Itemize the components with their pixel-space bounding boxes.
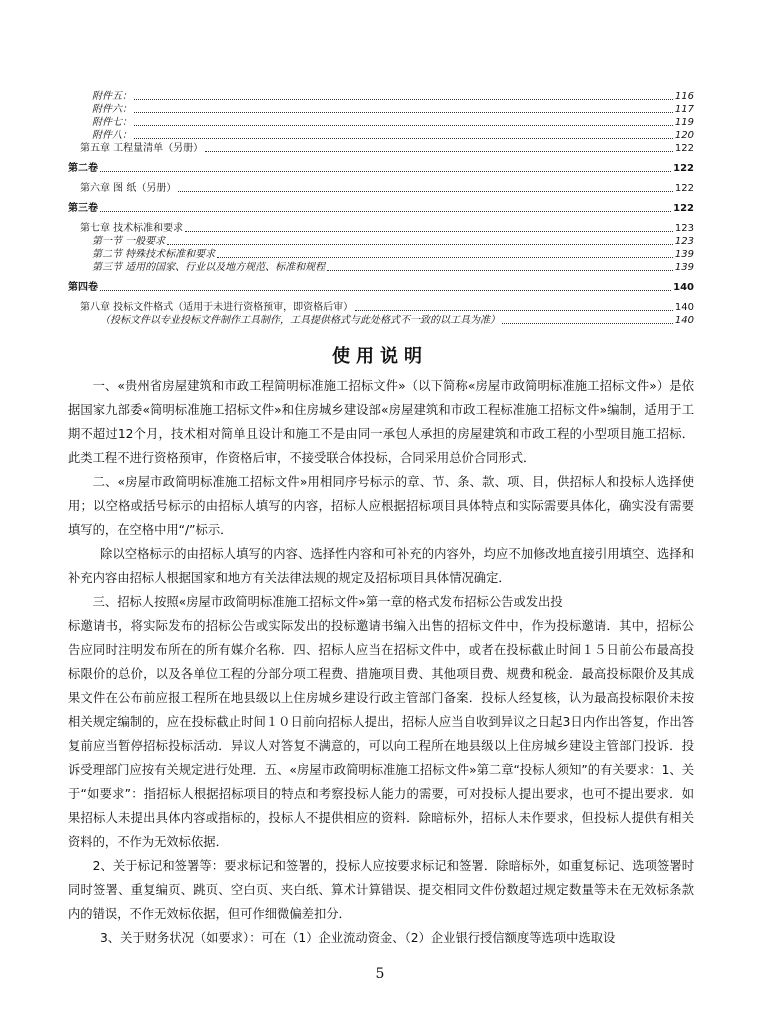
toc-dot-leader [134, 137, 673, 139]
toc-dot-leader [100, 210, 671, 212]
toc-entry[interactable] [68, 182, 694, 195]
toc-entry[interactable] [68, 248, 694, 261]
toc-entry-title: 第二节 特殊技术标准和要求 [92, 249, 216, 260]
toc-entry-page: 140 [674, 302, 694, 313]
toc-entry[interactable] [68, 281, 694, 294]
toc-entry-page: 122 [673, 203, 694, 214]
page-number: 5 [375, 966, 385, 982]
toc-entry-title: 第三节 适用的国家、行业以及地方规范、标准和规程 [92, 262, 326, 273]
toc-entry[interactable] [68, 235, 694, 248]
toc-entry-page: 122 [673, 163, 694, 174]
toc-dot-leader [502, 322, 673, 324]
toc-dot-leader [217, 256, 673, 258]
body-paragraph: 一、«贵州省房屋建筑和市政工程简明标准施工招标文件»（以下简称«房屋市政简明标准施工招标文件»）是依据国家九部委«简明标准施工招标文件»和住房城乡建设部«房屋建筑和市政工程标准施工招标文件»编制，适用于工期不超过12个月，技术相对简单且设计和施工不是由同一承包人承担的房屋建筑和市政工程的小型项目施工招标．此类工程不进行资格预审，作资格后审，不接受联合体投标，合同采用总价合同形式． [68, 379, 694, 465]
body-paragraph: 3、关于财务状况（如要求）：可在（1）企业流动资金、（2）企业银行授信额度等选项中选取设 [99, 931, 616, 945]
toc-entry-title: 第七章 技术标准和要求 [80, 223, 184, 234]
toc-entry-page: 139 [674, 249, 694, 260]
toc-entry[interactable] [68, 261, 694, 274]
body-paragraph: 除以空格标示的由招标人填写的内容、选择性内容和可补充的内容外，均应不加修改地直接引用填空、选择和补充内容由招标人根据国家和地方有关法律法规的规定及招标项目具体情况确定． [68, 547, 694, 585]
toc-dot-leader [185, 230, 673, 232]
toc-entry-page: 116 [674, 91, 694, 102]
body-paragraph: 二、«房屋市政简明标准施工招标文件»用相同序号标示的章、节、条、款、项、目，供招标人和投标人选择使用；以空格或括号标示的由招标人填写的内容，招标人应根据招标项目具体特点和实际需要具体化，确实没有需要填写的，在空格中用“/”标示． [68, 475, 694, 537]
table-of-contents [68, 90, 694, 327]
toc-entry-title: 第五章 工程量清单（另册） [80, 143, 204, 154]
toc-entry-title: 附件六： [92, 104, 132, 115]
toc-entry-title: 附件七： [92, 117, 132, 128]
instructions-body [68, 374, 694, 950]
toc-dot-leader [134, 124, 673, 126]
toc-entry[interactable] [68, 222, 694, 235]
toc-entry[interactable] [68, 103, 694, 116]
toc-dot-leader [205, 150, 673, 152]
section-heading: 使用说明 [332, 346, 428, 367]
toc-entry-title: 第六章 图 纸（另册） [80, 183, 177, 194]
toc-entry-title: 第四卷 [68, 282, 98, 293]
toc-entry[interactable] [68, 202, 694, 215]
toc-entry-page: 120 [674, 130, 694, 141]
toc-entry-title: （投标文件以专业投标文件制作工具制作，工具提供格式与此处格式不一致的以工具为准） [100, 315, 500, 326]
body-paragraph: 三、招标人按照«房屋市政简明标准施工招标文件»第一章的格式发布招标公告或发出投 [92, 595, 563, 609]
toc-dot-leader [100, 170, 671, 172]
toc-entry-page: 117 [674, 104, 694, 115]
toc-entry-title: 第二卷 [68, 163, 98, 174]
toc-entry-page: 139 [674, 262, 694, 273]
toc-entry-page: 122 [674, 143, 694, 154]
toc-entry-title: 第一节 一般要求 [92, 236, 166, 247]
toc-entry-page: 140 [674, 315, 694, 326]
toc-entry-page: 123 [674, 223, 694, 234]
toc-entry-title: 第八章 投标文件格式（适用于未进行资格预审，即资格后审） [80, 302, 354, 313]
body-paragraph: 2、关于标记和签署等：要求标记和签署的，投标人应按要求标记和签署．除暗标外，如重复标记、选项签署时同时签署、重复编页、跳页、空白页、夹白纸、算术计算错误、提交相同文件份数超过规定数量等未在无效标条款内的错误，不作无效标依据，但可作细微偏差扣分． [68, 859, 694, 921]
toc-entry[interactable] [68, 301, 694, 314]
toc-entry-title: 第三卷 [68, 203, 98, 214]
toc-dot-leader [167, 243, 673, 245]
toc-dot-leader [100, 289, 671, 291]
toc-dot-leader [134, 111, 673, 113]
toc-entry-page: 122 [674, 183, 694, 194]
toc-entry[interactable] [68, 162, 694, 175]
toc-entry-title: 附件八： [92, 130, 132, 141]
toc-dot-leader [355, 309, 673, 311]
toc-entry[interactable] [68, 142, 694, 155]
toc-entry[interactable] [68, 116, 694, 129]
toc-entry[interactable] [68, 314, 694, 327]
toc-dot-leader [178, 190, 673, 192]
toc-entry[interactable] [68, 129, 694, 142]
toc-entry-page: 123 [674, 236, 694, 247]
toc-entry[interactable] [68, 90, 694, 103]
toc-dot-leader [134, 98, 673, 100]
toc-dot-leader [327, 269, 673, 271]
toc-entry-page: 119 [674, 117, 694, 128]
body-paragraph: 标邀请书，将实际发布的招标公告或实际发出的投标邀请书编入出售的招标文件中，作为投标邀请．其中，招标公告应同时注明发布所在的所有媒介名称．四、招标人应当在招标文件中，或者在投标截止时间１５日前公布最高投标限价的总价，以及各单位工程的分部分项工程费、措施项目费、其他项目费、规费和税金．最高投标限价及其成果文件在公布前应报工程所在地县级以上住房城乡建设行政主管部门备案．投标人经复核，认为最高投标限价未按相关规定编制的，应在投标截止时间１０日前向招标人提出，招标人应当自收到异议之日起3日内作出答复，作出答复前应当暂停招标投标活动．异议人对答复不满意的，可以向工程所在地县级以上住房城乡建设主管部门投诉．投诉受理部门应按有关规定进行处理．五、«房屋市政简明标准施工招标文件»第二章“投标人须知”的有关要求：1、关于“如要求”：指招标人根据招标项目的特点和考察投标人能力的需要，可对投标人提出要求，也可不提出要求．如果招标人未提出具体内容或指标的，投标人不提供相应的资料．除暗标外，招标人未作要求，但投标人提供有相关资料的，不作为无效标依据． [68, 619, 694, 849]
toc-entry-page: 140 [673, 282, 694, 293]
toc-entry-title: 附件五： [92, 91, 132, 102]
